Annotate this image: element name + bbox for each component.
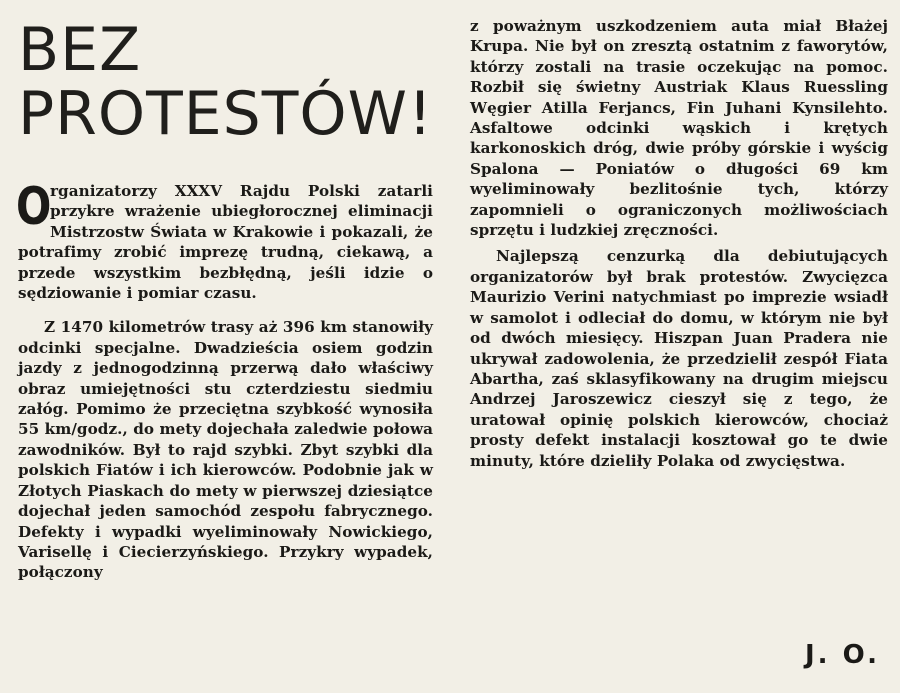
paragraph-1 bbox=[16, 177, 433, 303]
drop-cap: O bbox=[16, 177, 52, 237]
paragraph-2: Z 1470 kilometrów trasy aż 396 km stanowiły odcinki specjalne. Dwadzieścia osiem godzin jazdy z jednogodzinną przerwą dało właściwy obraz umiejętności stu czterdziestu siedmiu załóg. Pomimo że przeciętna szybkość wynosiła 55 km/godz., do mety dojechała zaledwie połowa zawodników. Był to rajd szybki. Zbyt szybki dla polskich Fiatów i ich kierowców. Podobnie jak w Złotych Piaskach do mety w pierwszej dziesiątce dojechał jeden samochód zespołu fabrycznego. Defekty i wypadki wyeliminowały Nowickiego, Varisellę i Ciecierzyńskiego. Przykry wypadek, połączony bbox=[18, 318, 433, 582]
right-column bbox=[470, 16, 888, 471]
left-column bbox=[16, 177, 433, 583]
paragraph-3: Najlepszą cenzurką dla debiutujących organizatorów był brak protestów. Zwycięzca Maurizio Verini natychmiast po imprezie wsiadł w samolot i odleciał do domu, w którym nie był od dwóch miesięcy. Hiszpan Juan Pradera nie ukrywał zadowolenia, że przedzielił zespół Fiata Abartha, zaś sklasyfikowany na drugim miejscu Andrzej Jaroszewicz cieszył się z tego, że uratował opinię polskich kierowców, chociaż prosty defekt instalacji kosztował go te dwie minuty, które dzieliły Polaka od zwycięstwa. bbox=[470, 247, 888, 470]
title-line-2: PROTESTÓW! bbox=[18, 79, 433, 149]
author-signature: J. O. bbox=[804, 640, 880, 670]
paragraph-1-text: rganizatorzy XXXV Rajdu Polski zatarli przykre wrażenie ubiegłorocznej eliminacji Mistrzostw Świata w Krakowie i pokazali, że potrafimy zrobić imprezę trudną, ciekawą, a przede wszystkim bezbłędną, jeśli idzie o sędziowanie i pomiar czasu. bbox=[18, 182, 433, 303]
paragraph-2-continued: z poważnym uszkodzeniem auta miał Błażej Krupa. Nie był on zresztą ostatnim z faworytów, którzy zostali na trasie oczekując na pomoc. Rozbił się świetny Austriak Klaus Ruessling Węgier Atilla Ferjancs, Fin Juhani Kynsilehto. Asfaltowe odcinki wąskich i krętych karkonoskich dróg, dwie próby górskie i wyścig Spalona — Poniatów o długości 69 km wyeliminowały bezlitośnie tych, którzy zapomnieli o ograniczonych możliwościach sprzętu i ludzkiej zręczności. bbox=[470, 17, 888, 240]
title-line-1: BEZ bbox=[18, 15, 142, 85]
article-title bbox=[18, 15, 433, 149]
